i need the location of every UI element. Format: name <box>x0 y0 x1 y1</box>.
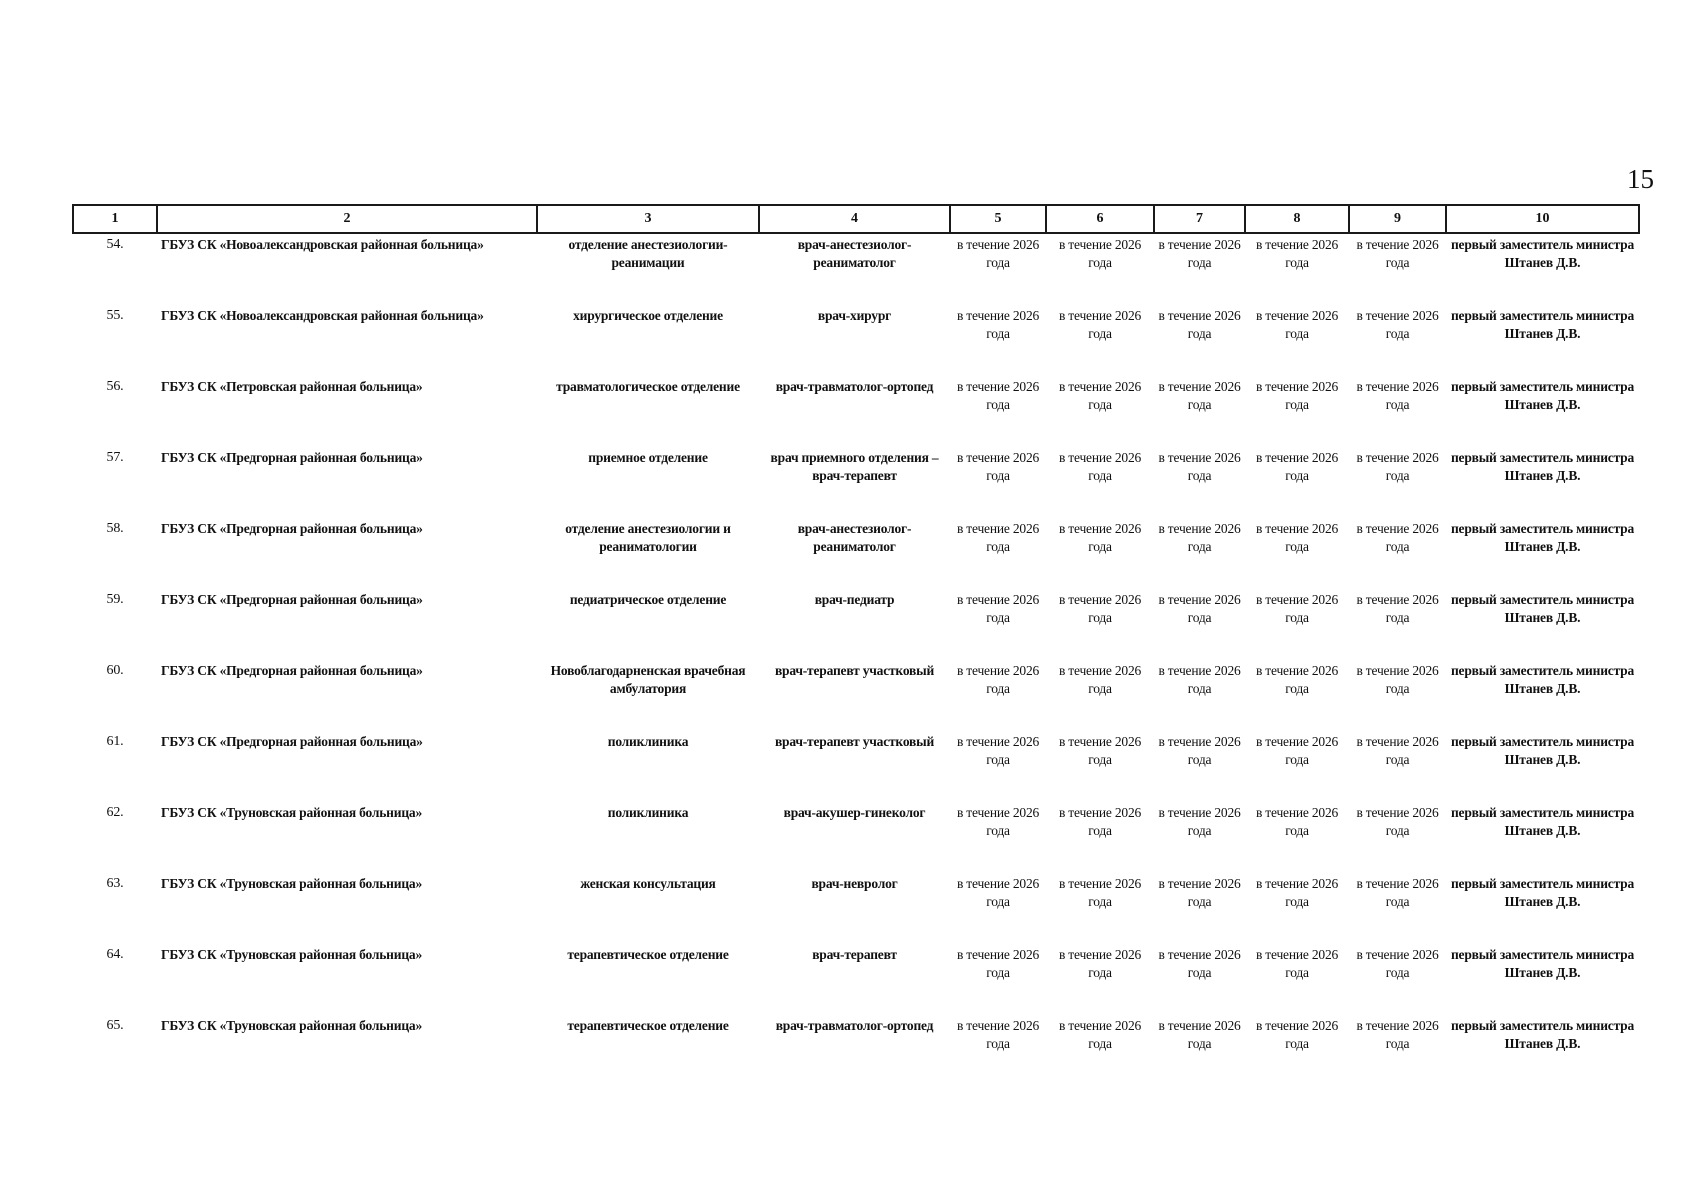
department-name: педиатрическое отделение <box>569 592 727 607</box>
period-col-7: в течение 2026 года <box>1158 734 1241 767</box>
period-col-5: в течение 2026 года <box>956 379 1040 412</box>
period-col-8: в течение 2026 года <box>1255 1018 1339 1051</box>
period-col-9: в течение 2026 года <box>1356 592 1439 625</box>
header-col-8: 8 <box>1245 205 1349 233</box>
period-col-6: в течение 2026 года <box>1058 734 1142 767</box>
organization-name: ГБУЗ СК «Труновская районная больница» <box>161 805 423 820</box>
position-name: врач-невролог <box>811 876 898 891</box>
responsible-person: первый заместитель министра Штанев Д.В. <box>1450 1018 1635 1051</box>
plan-table <box>72 204 1640 1086</box>
period-col-7: в течение 2026 года <box>1158 592 1241 625</box>
period-col-5: в течение 2026 года <box>956 1018 1040 1051</box>
table-row <box>73 1015 1639 1086</box>
period-col-6: в течение 2026 года <box>1058 379 1142 412</box>
responsible-person: первый заместитель министра Штанев Д.В. <box>1450 379 1635 412</box>
period-col-9: в течение 2026 года <box>1356 1018 1439 1051</box>
header-col-6: 6 <box>1046 205 1154 233</box>
period-col-7: в течение 2026 года <box>1158 947 1241 980</box>
department-name: отделение анестезиологии-реанимации <box>568 237 728 270</box>
period-col-5: в течение 2026 года <box>956 876 1040 909</box>
table-row <box>73 305 1639 376</box>
table-row <box>73 376 1639 447</box>
row-number: 55. <box>106 308 124 323</box>
period-col-6: в течение 2026 года <box>1058 876 1142 909</box>
department-name: терапевтическое отделение <box>567 1018 729 1033</box>
header-col-3: 3 <box>537 205 759 233</box>
table-row <box>73 802 1639 873</box>
header-col-10: 10 <box>1446 205 1639 233</box>
period-col-7: в течение 2026 года <box>1158 308 1241 341</box>
period-col-8: в течение 2026 года <box>1255 521 1339 554</box>
position-name: врач-травматолог-ортопед <box>775 379 934 394</box>
period-col-6: в течение 2026 года <box>1058 450 1142 483</box>
period-col-9: в течение 2026 года <box>1356 237 1439 270</box>
period-col-5: в течение 2026 года <box>956 663 1040 696</box>
position-name: врач-травматолог-ортопед <box>775 1018 934 1033</box>
row-number: 61. <box>106 734 124 749</box>
period-col-7: в течение 2026 года <box>1158 663 1241 696</box>
position-name: врач-хирург <box>817 308 892 323</box>
period-col-5: в течение 2026 года <box>956 308 1040 341</box>
table-row <box>73 944 1639 1015</box>
table-row <box>73 518 1639 589</box>
table-row <box>73 660 1639 731</box>
period-col-7: в течение 2026 года <box>1158 805 1241 838</box>
period-col-9: в течение 2026 года <box>1356 805 1439 838</box>
period-col-7: в течение 2026 года <box>1158 379 1241 412</box>
period-col-6: в течение 2026 года <box>1058 308 1142 341</box>
period-col-9: в течение 2026 года <box>1356 379 1439 412</box>
department-name: Новоблагодарненская врачебная амбулатория <box>550 663 746 696</box>
position-name: врач-педиатр <box>814 592 895 607</box>
row-number: 59. <box>106 592 124 607</box>
position-name: врач-акушер-гинеколог <box>783 805 926 820</box>
department-name: женская консультация <box>580 876 716 891</box>
organization-name: ГБУЗ СК «Предгорная районная больница» <box>161 521 423 536</box>
period-col-6: в течение 2026 года <box>1058 592 1142 625</box>
responsible-person: первый заместитель министра Штанев Д.В. <box>1450 237 1635 270</box>
period-col-8: в течение 2026 года <box>1255 237 1339 270</box>
period-col-8: в течение 2026 года <box>1255 947 1339 980</box>
period-col-8: в течение 2026 года <box>1255 734 1339 767</box>
period-col-9: в течение 2026 года <box>1356 876 1439 909</box>
position-name: врач-анестезиолог-реаниматолог <box>797 521 912 554</box>
period-col-7: в течение 2026 года <box>1158 237 1241 270</box>
position-name: врач-терапевт участковый <box>774 734 935 749</box>
responsible-person: первый заместитель министра Штанев Д.В. <box>1450 663 1635 696</box>
row-number: 65. <box>106 1018 124 1033</box>
period-col-5: в течение 2026 года <box>956 450 1040 483</box>
position-name: врач-терапевт участковый <box>774 663 935 678</box>
position-name: врач-анестезиолог-реаниматолог <box>797 237 912 270</box>
header-col-7: 7 <box>1154 205 1245 233</box>
period-col-6: в течение 2026 года <box>1058 237 1142 270</box>
organization-name: ГБУЗ СК «Предгорная районная больница» <box>161 663 423 678</box>
organization-name: ГБУЗ СК «Труновская районная больница» <box>161 947 423 962</box>
responsible-person: первый заместитель министра Штанев Д.В. <box>1450 876 1635 909</box>
period-col-5: в течение 2026 года <box>956 947 1040 980</box>
period-col-6: в течение 2026 года <box>1058 521 1142 554</box>
period-col-5: в течение 2026 года <box>956 734 1040 767</box>
row-number: 54. <box>106 237 124 252</box>
table-row <box>73 233 1639 305</box>
period-col-8: в течение 2026 года <box>1255 308 1339 341</box>
department-name: поликлиника <box>607 734 689 749</box>
position-name: врач приемного отделения – врач-терапевт <box>770 450 939 483</box>
header-col-1: 1 <box>73 205 157 233</box>
page-number: 15 <box>1627 164 1654 194</box>
department-name: отделение анестезиологии и реаниматологии <box>565 521 731 554</box>
period-col-8: в течение 2026 года <box>1255 876 1339 909</box>
table-row <box>73 589 1639 660</box>
period-col-7: в течение 2026 года <box>1158 1018 1241 1051</box>
header-col-2: 2 <box>157 205 537 233</box>
department-name: травматологическое отделение <box>556 379 740 394</box>
period-col-5: в течение 2026 года <box>956 521 1040 554</box>
responsible-person: первый заместитель министра Штанев Д.В. <box>1450 734 1635 767</box>
period-col-5: в течение 2026 года <box>956 805 1040 838</box>
period-col-8: в течение 2026 года <box>1255 450 1339 483</box>
header-col-5: 5 <box>950 205 1046 233</box>
table-row <box>73 447 1639 518</box>
department-name: приемное отделение <box>588 450 708 465</box>
period-col-8: в течение 2026 года <box>1255 592 1339 625</box>
row-number: 63. <box>106 876 124 891</box>
period-col-5: в течение 2026 года <box>956 592 1040 625</box>
organization-name: ГБУЗ СК «Труновская районная больница» <box>161 876 423 891</box>
header-row <box>73 205 1639 233</box>
row-number: 64. <box>106 947 124 962</box>
period-col-7: в течение 2026 года <box>1158 521 1241 554</box>
row-number: 56. <box>106 379 124 394</box>
responsible-person: первый заместитель министра Штанев Д.В. <box>1450 308 1635 341</box>
table-row <box>73 731 1639 802</box>
period-col-6: в течение 2026 года <box>1058 1018 1142 1051</box>
period-col-8: в течение 2026 года <box>1255 805 1339 838</box>
table-row <box>73 873 1639 944</box>
organization-name: ГБУЗ СК «Петровская районная больница» <box>161 379 423 394</box>
period-col-9: в течение 2026 года <box>1356 947 1439 980</box>
department-name: хирургическое отделение <box>573 308 723 323</box>
responsible-person: первый заместитель министра Штанев Д.В. <box>1450 521 1635 554</box>
row-number: 58. <box>106 521 124 536</box>
period-col-9: в течение 2026 года <box>1356 734 1439 767</box>
responsible-person: первый заместитель министра Штанев Д.В. <box>1450 805 1635 838</box>
organization-name: ГБУЗ СК «Труновская районная больница» <box>161 1018 423 1033</box>
period-col-7: в течение 2026 года <box>1158 450 1241 483</box>
period-col-6: в течение 2026 года <box>1058 805 1142 838</box>
row-number: 60. <box>106 663 124 678</box>
period-col-6: в течение 2026 года <box>1058 663 1142 696</box>
period-col-9: в течение 2026 года <box>1356 663 1439 696</box>
row-number: 57. <box>106 450 124 465</box>
department-name: поликлиника <box>607 805 689 820</box>
organization-name: ГБУЗ СК «Новоалександровская районная больница» <box>161 308 484 323</box>
header-col-4: 4 <box>759 205 950 233</box>
period-col-8: в течение 2026 года <box>1255 663 1339 696</box>
header-col-9: 9 <box>1349 205 1446 233</box>
period-col-9: в течение 2026 года <box>1356 450 1439 483</box>
responsible-person: первый заместитель министра Штанев Д.В. <box>1450 592 1635 625</box>
period-col-9: в течение 2026 года <box>1356 308 1439 341</box>
organization-name: ГБУЗ СК «Предгорная районная больница» <box>161 734 423 749</box>
period-col-5: в течение 2026 года <box>956 237 1040 270</box>
period-col-7: в течение 2026 года <box>1158 876 1241 909</box>
position-name: врач-терапевт <box>812 947 897 962</box>
department-name: терапевтическое отделение <box>567 947 729 962</box>
organization-name: ГБУЗ СК «Новоалександровская районная больница» <box>161 237 484 252</box>
row-number: 62. <box>106 805 124 820</box>
responsible-person: первый заместитель министра Штанев Д.В. <box>1450 450 1635 483</box>
organization-name: ГБУЗ СК «Предгорная районная больница» <box>161 592 423 607</box>
organization-name: ГБУЗ СК «Предгорная районная больница» <box>161 450 423 465</box>
period-col-8: в течение 2026 года <box>1255 379 1339 412</box>
period-col-9: в течение 2026 года <box>1356 521 1439 554</box>
responsible-person: первый заместитель министра Штанев Д.В. <box>1450 947 1635 980</box>
period-col-6: в течение 2026 года <box>1058 947 1142 980</box>
